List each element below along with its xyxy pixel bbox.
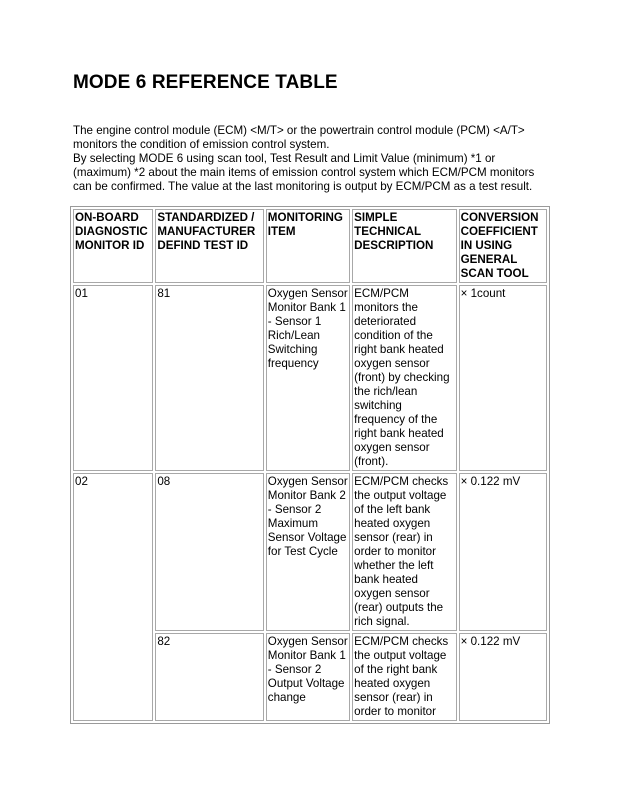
table-row [73,285,547,471]
page-title: MODE 6 REFERENCE TABLE [73,72,338,93]
cell-description: ECM/PCM checks the output voltage of the left bank heated oxygen sensor (rear) in order to monitor whether the left bank heated oxygen sensor (rear) outputs the rich signal. [352,473,456,631]
table-row [73,473,547,631]
cell-monitoring-item: Oxygen Sensor Monitor Bank 2 - Sensor 2 Maximum Sensor Voltage for Test Cycle [266,473,350,631]
cell-test-id: 82 [155,633,263,721]
header-description: SIMPLE TECHNICAL DESCRIPTION [352,209,456,283]
intro-paragraph-1: The engine control module (ECM) <M/T> or the powertrain control module (PCM) <A/T> monitors the condition of emission control system. [73,124,525,151]
cell-description: ECM/PCM monitors the deteriorated condition of the right bank heated oxygen sensor (front) by checking the rich/lean switching frequency of the right bank heated oxygen sensor (front). [352,285,456,471]
header-conversion-coefficient: CONVERSION COEFFICIENT IN USING GENERAL SCAN TOOL [459,209,547,283]
cell-monitoring-item: Oxygen Sensor Monitor Bank 1 - Sensor 2 Output Voltage change [266,633,350,721]
header-monitoring-item: MONITORING ITEM [266,209,350,283]
table-header-row [73,209,547,283]
intro-text [73,124,553,194]
cell-monitoring-item: Oxygen Sensor Monitor Bank 1 - Sensor 1 Rich/Lean Switching frequency [266,285,350,471]
cell-conversion-coefficient: × 0.122 mV [459,633,547,721]
intro-paragraph-2: By selecting MODE 6 using scan tool, Test Result and Limit Value (minimum) *1 or (maximum) *2 about the main items of emission control system which ECM/PCM monitors can be confirmed. The value at the last monitoring is output by ECM/PCM as a test result. [73,152,535,193]
cell-monitor-id: 01 [73,285,153,471]
cell-test-id: 08 [155,473,263,631]
header-test-id: STANDARDIZED / MANUFACTURER DEFIND TEST ID [155,209,263,283]
header-monitor-id: ON-BOARD DIAGNOSTIC MONITOR ID [73,209,153,283]
cell-conversion-coefficient: × 1count [459,285,547,471]
cell-description: ECM/PCM checks the output voltage of the right bank heated oxygen sensor (rear) in order to monitor [352,633,456,721]
cell-test-id: 81 [155,285,263,471]
mode6-reference-table [70,206,550,724]
cell-conversion-coefficient: × 0.122 mV [459,473,547,631]
cell-monitor-id: 02 [73,473,153,721]
